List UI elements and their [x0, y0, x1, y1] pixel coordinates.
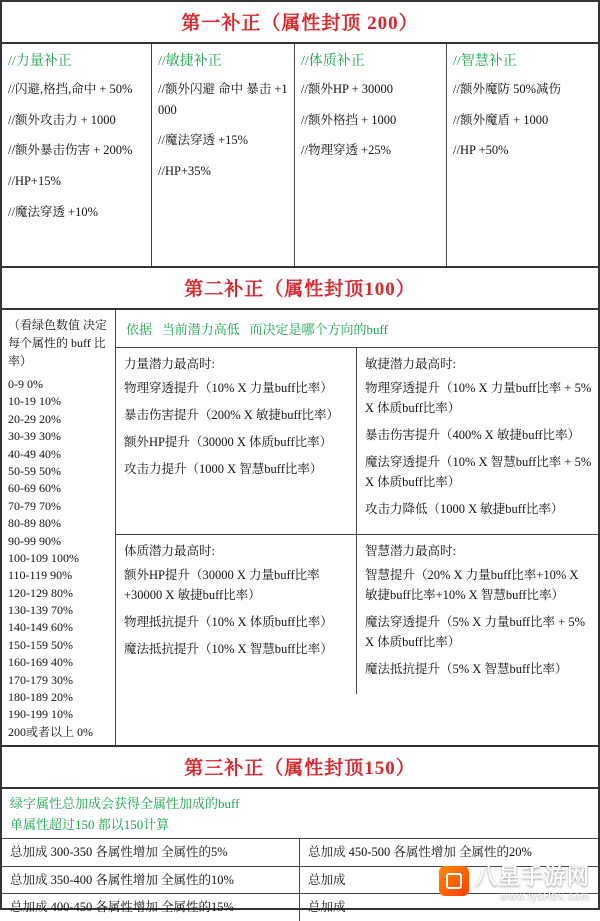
section-3-title: 第三补正（属性封顶150） — [2, 747, 598, 789]
potential-block-wisdom — [357, 535, 598, 694]
ratio-intro: （看绿色数值 决定每个属性的 buff 比率） — [8, 318, 108, 368]
ratio-row: 160-169 40% — [8, 655, 73, 670]
block-line: 魔法穿透提升（10% X 智慧buff比率 + 5% X 体质buff比率） — [365, 455, 592, 489]
column-header: //智慧补正 — [453, 54, 517, 69]
column-header: //体质补正 — [301, 54, 365, 69]
ratio-row: 190-199 10% — [8, 707, 73, 722]
ratio-row: 80-89 80% — [8, 516, 61, 531]
potential-buff-panel — [116, 310, 598, 745]
watermark-url: www.lysHbx.com — [500, 891, 590, 902]
attribute-column-wisdom — [447, 44, 598, 266]
buff-ratio-table — [2, 310, 116, 745]
bonus-line: //HP+15% — [8, 173, 61, 188]
ratio-row: 0-9 0% — [8, 377, 43, 391]
table-row: 总加成 350-400 各属性增加 全属性的10% — [2, 867, 299, 895]
block-line: 暴击伤害提升（400% X 敏捷buff比率） — [365, 428, 581, 442]
potential-row-bottom — [116, 535, 598, 694]
ratio-row: 50-59 50% — [8, 463, 61, 478]
block-line: 暴击伤害提升（200% X 敏捷buff比率） — [124, 408, 340, 422]
ratio-row: 40-49 40% — [8, 446, 61, 461]
section-2-body — [2, 310, 598, 747]
bonus-line: //额外攻击力 + 1000 — [8, 112, 116, 127]
block-line: 攻击力提升（1000 X 智慧buff比率） — [124, 462, 323, 476]
block-line: 攻击力降低（1000 X 敏捷buff比率） — [365, 502, 564, 516]
bonus-line: //HP+35% — [158, 163, 211, 178]
block-line: 魔法抵抗提升（10% X 智慧buff比率） — [124, 642, 333, 656]
section-3-body — [2, 789, 598, 921]
bonus-line: //额外魔防 50%减伤 — [453, 82, 561, 97]
bonus-line: //物理穿透 +25% — [301, 143, 392, 158]
total-bonus-table — [2, 838, 598, 921]
ratio-row: 100-109 100% — [8, 550, 79, 565]
block-header: 智慧潜力最高时: — [365, 544, 456, 558]
note-line: 绿字属性总加成会获得全属性加成的buff — [10, 796, 240, 812]
attribute-column-agility — [152, 44, 295, 266]
bonus-line: //额外暴击伤害 + 200% — [8, 143, 133, 158]
bonus-line: //魔法穿透 +10% — [8, 204, 99, 219]
bonus-line: //额外闪避 命中 暴击 +1000 — [158, 82, 288, 117]
table-row: 总加成 450-500 各属性增加 全属性的20% — [300, 839, 598, 867]
potential-row-top — [116, 348, 598, 535]
watermark-name: 八星手游网 — [474, 864, 590, 889]
block-line: 魔法抵抗提升（5% X 智慧buff比率） — [365, 662, 568, 676]
block-header: 力量潜力最高时: — [124, 357, 215, 371]
ratio-row: 20-29 20% — [8, 411, 61, 426]
section-1-grid — [2, 44, 598, 268]
table-row: 总加成 — [300, 867, 598, 895]
table-row: 总加成 300-350 各属性增加 全属性的5% — [2, 839, 299, 867]
ratio-row: 90-99 90% — [8, 533, 61, 548]
block-line: 物理抵抗提升（10% X 体质buff比率） — [124, 615, 333, 629]
column-header: //力量补正 — [8, 54, 72, 69]
note-line: 单属性超过150 都以150计算 — [10, 817, 170, 832]
block-line: 额外HP提升（30000 X 体质buff比率） — [124, 435, 333, 449]
block-line: 物理穿透提升（10% X 力量buff比率） — [124, 381, 333, 395]
ratio-row: 60-69 60% — [8, 481, 61, 496]
potential-block-constitution — [116, 535, 357, 694]
section-2-title: 第二补正（属性封顶100） — [2, 268, 598, 310]
ratio-row: 150-159 50% — [8, 637, 73, 652]
block-line: 魔法穿透提升（5% X 力量buff比率 + 5% X 体质buff比率） — [365, 615, 586, 649]
potential-block-agility — [357, 348, 598, 534]
ratio-row: 180-189 20% — [8, 690, 73, 705]
ratio-row: 120-129 80% — [8, 585, 73, 600]
block-line: 物理穿透提升（10% X 力量buff比率 + 5% X 体质buff比率） — [365, 381, 592, 415]
ratio-row: 110-119 90% — [8, 568, 73, 583]
potential-block-strength — [116, 348, 357, 534]
ratio-row: 30-39 30% — [8, 429, 61, 444]
block-header: 敏捷潜力最高时: — [365, 357, 456, 371]
bonus-line: //额外格挡 + 1000 — [301, 112, 397, 127]
ratio-row: 70-79 70% — [8, 498, 61, 513]
section-3-notes — [2, 789, 598, 838]
total-bonus-column-left — [2, 839, 300, 921]
basis-note: 依据 当前潜力高低 而决定是哪个方向的buff — [116, 310, 598, 348]
bonus-line: //额外HP + 30000 — [301, 82, 394, 97]
ratio-row: 140-149 60% — [8, 620, 73, 635]
attribute-column-constitution — [295, 44, 447, 266]
ratio-row: 10-19 10% — [8, 394, 61, 409]
block-header: 体质潜力最高时: — [124, 544, 215, 558]
bonus-line: //HP +50% — [453, 143, 509, 158]
table-row: 总加成 — [308, 900, 346, 915]
bonus-line: //闪避,格挡,命中 + 50% — [8, 82, 133, 97]
column-header: //敏捷补正 — [158, 54, 222, 69]
ratio-row: 130-139 70% — [8, 603, 73, 618]
ratio-row: 170-179 30% — [8, 672, 73, 687]
attribute-column-strength — [2, 44, 152, 266]
total-bonus-column-right — [300, 839, 598, 921]
section-1-title: 第一补正（属性封顶 200） — [2, 2, 598, 44]
bonus-line: //魔法穿透 +15% — [158, 133, 249, 148]
ratio-row: 200或者以上 0% — [8, 724, 93, 739]
block-line: 智慧提升（20% X 力量buff比率+10% X 敏捷buff比率+10% X 智慧buff比率） — [365, 568, 579, 602]
bonus-line: //额外魔盾 + 1000 — [453, 112, 549, 127]
block-line: 额外HP提升（30000 X 力量buff比率+30000 X 敏捷buff比率） — [124, 568, 320, 602]
table-row: 总加成 400-450 各属性增加 全属性的15% — [10, 900, 234, 915]
